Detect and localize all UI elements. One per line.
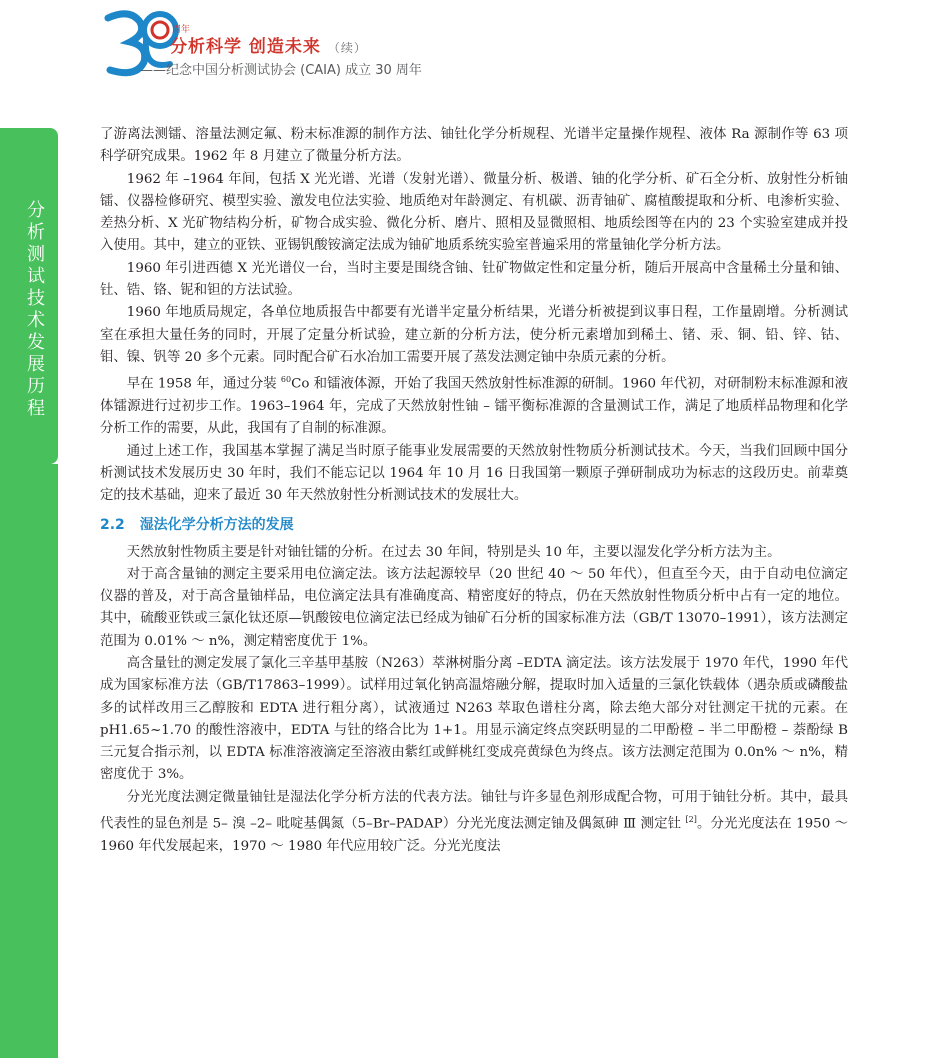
logo-year-label: 周年 xyxy=(172,25,191,35)
page-number: 266 xyxy=(62,1034,93,1053)
article-body xyxy=(100,124,848,858)
citation-marker: [2] xyxy=(685,815,697,825)
paragraph: 了游离法测镭、溶量法测定氟、粉末标准源的制作方法、铀钍化学分析规程、光谱半定量操作规程、液体 Ra 源制作等 63 项科学研究成果。1962 年 8 月建立了微量分析方法。 xyxy=(100,127,848,165)
header-title-text: 分析科学 创造未来 xyxy=(170,37,321,57)
side-margin-bar xyxy=(0,464,58,1058)
paragraph-text: 早在 1958 年，通过分装 xyxy=(126,376,281,392)
paragraph-spectrophotometry xyxy=(100,787,848,858)
paragraph: 1962 年 –1964 年间，包括 X 光光谱、光谱（发射光谱）、微量分析、极谱、铀的化学分析、矿石全分析、放射性分析铀镭、仪器检修研究、模型实验、激发电位法实验、地质绝对年龄测定、有机碳、沥青铀矿、腐植酸提取和分析、电渗析实验、差热分析、X 光矿物结构分析，矿物合成实验、微化分析、磨片、照相及显微照相、地质绘图等在内的 23 个实验室建成并投入使用。其中，建立的亚铁、亚锡钒酸铵滴定法成为铀矿地质系统实验室普遍采用的常量铀化学分析方法。 xyxy=(100,171,848,254)
paragraph: 高含量钍的测定发展了氯化三辛基甲基胺（N263）萃淋树脂分离 –EDTA 滴定法。该方法发展于 1970 年代，1990 年代成为国家标准方法（GB/T17863–1999）。试样用过氧化钠高温熔融分解，提取时加入适量的三氯化铁载体（遇杂质或磷酸盐多的试样改用三乙醇胺和 EDTA 进行粗分离），试液通过 N263 萃取色谱柱分离，除去绝大部分对钍测定干扰的元素。在 pH1.65~1.70 的酸性溶液中，EDTA 与钍的络合比为 1+1。用显示滴定终点突跃明显的二甲酚橙 – 半二甲酚橙 – 萘酚绿 B 三元复合指示剂，以 EDTA 标准溶液滴定至溶液由紫红或鲜桃红变成亮黄绿色为终点。该方法测定范围为 0.0n% ～ n%，精密度优于 3%。 xyxy=(100,656,848,783)
paragraph: 天然放射性物质主要是针对铀钍镭的分析。在过去 30 年间，特别是头 10 年，主要以湿发化学分析方法为主。 xyxy=(126,544,781,560)
paragraph: 通过上述工作，我国基本掌握了满足当时原子能事业发展需要的天然放射性物质分析测试技术。今天，当我们回顾中国分析测试技术发展历史 30 年时，我们不能忘记以 1964 年 10 月 16 日我国第一颗原子弹研制成功为标志的这段历史。前辈奠定的技术基础，迎来了最近 30 年天然放射性分析测试技术的发展壮大。 xyxy=(100,443,848,504)
paragraph: 1960 年引进西德 X 光光谱仪一台，当时主要是围绕含铀、钍矿物做定性和定量分析，随后开展高中含量稀土分量和铀、钍、锆、铬、铌和钽的方法试验。 xyxy=(100,260,848,299)
paragraph: 1960 年地质局规定，各单位地质报告中都要有光谱半定量分析结果，光谱分析被提到议事日程，工作量剧增。分析测试室在承担大量任务的同时，开展了定量分析试验，建立新的分析方法，使分析元素增加到稀土、锗、汞、铜、铅、锌、钴、钼、镍、钒等 20 多个元素。同时配合矿石水冶加工需要开展了蒸发法测定铀中杂质元素的分析。 xyxy=(100,305,848,365)
page-header xyxy=(100,14,800,84)
section-title: 湿法化学分析方法的发展 xyxy=(139,516,294,533)
isotope-superscript: 60 xyxy=(280,375,292,385)
section-heading xyxy=(100,514,848,536)
paragraph-co-source xyxy=(100,369,848,440)
paragraph-text: 分光光度法测定微量铀钍是湿法化学分析方法的代表方法。铀钍与许多显色剂形成配合物，可用于铀钍分析。其中，最具代表性的显色剂是 5– 溴 –2– 吡啶基偶氮（5–Br–PADAP）分光光度法测定铀及偶氮砷 Ⅲ 测定钍 xyxy=(100,789,848,832)
paragraph-text: Co 和镭液体源，开始了我国天然放射性标准源的研制。1960 年代初，对研制粉末标准源和液体镭源进行过初步工作。1963–1964 年，完成了天然放射性铀 – 镭平衡标准源的含量测试工作，满足了地质样品物理和化学分析工作的需要，从此，我国有了自制的标准源。 xyxy=(100,376,848,437)
paragraph: 对于高含量铀的测定主要采用电位滴定法。该方法起源较早（20 世纪 40 ～ 50 年代），但直至今天，由于自动电位滴定仪器的普及，对于高含量铀样品，电位滴定法具有准确度高、精密度好的特点，仍在天然放射性物质分析中占有一定的地位。其中，硫酸亚铁或三氯化钛还原—钒酸铵电位滴定法已经成为铀矿石分析的国家标准方法（GB/T 13070–1991），该方法测定范围为 0.01% ～ n%，测定精密度优于 1%。 xyxy=(100,566,848,649)
chapter-side-tab-label: 分析测试技术发展历程 xyxy=(27,200,45,419)
header-title xyxy=(170,32,367,57)
chapter-side-tab xyxy=(0,128,58,464)
section-number: 2.2 xyxy=(100,516,125,533)
header-title-suffix: （续） xyxy=(327,41,367,55)
paragraph-text: 。分光光度法在 1950 ～ 1960 年代发展起来，1970 ～ 1980 年代应用较广泛。分光光度法 xyxy=(100,816,848,854)
header-subtitle: ——纪念中国分析测试协会 (CAIA) 成立 30 周年 xyxy=(140,63,422,78)
